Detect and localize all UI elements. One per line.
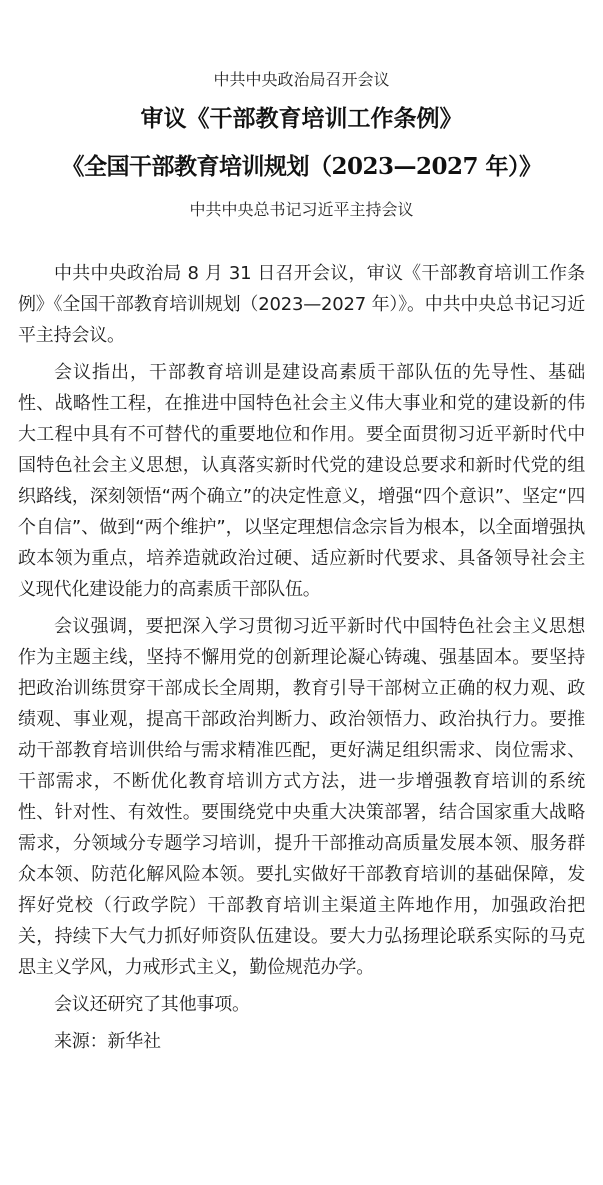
paragraph-other-matters: 会议还研究了其他事项。: [54, 994, 250, 1015]
paragraph-meeting-points: 会议指出，干部教育培训是建设高素质干部队伍的先导性、基础性、战略性工程，在推进中国特色社会主义伟大事业和党的建设新的伟大工程中具有不可替代的重要地位和作用。要全面贯彻习近平新时代中国特色社会主义思想，认真落实新时代党的建设总要求和新时代党的组织路线，深刻领悟“两个确立”的决定性意义，增强“四个意识”、坚定“四个自信”、做到“两个维护”，以坚定理想信念宗旨为根本，以全面增强执政本领为重点，培养造就政治过硬、适应新时代要求、具备领导社会主义现代化建设能力的高素质干部队伍。: [18, 362, 585, 600]
article-headline-line-1: 审议《干部教育培训工作条例》: [140, 105, 463, 132]
paragraph-intro: 中共中央政治局 8 月 31 日召开会议，审议《干部教育培训工作条例》《全国干部教育培训规划（2023—2027 年）》。中共中央总书记习近平主持会议。: [18, 263, 585, 346]
article-body: [18, 258, 585, 1057]
article-headline-line-2: 《全国干部教育培训规划（2023—2027 年）》: [61, 153, 542, 180]
article-kicker: 中共中央政治局召开会议: [213, 70, 390, 89]
paragraph-meeting-emphasis: 会议强调，要把深入学习贯彻习近平新时代中国特色社会主义思想作为主题主线，坚持不懈用党的创新理论凝心铸魂、强基固本。要坚持把政治训练贯穿干部成长全周期，教育引导干部树立正确的权力观、政绩观、事业观，提高干部政治判断力、政治领悟力、政治执行力。要推动干部教育培训供给与需求精准匹配，更好满足组织需求、岗位需求、干部需求，不断优化教育培训方式方法，进一步增强教育培训的系统性、针对性、有效性。要围绕党中央重大决策部署，结合国家重大战略需求，分领域分专题学习培训，提升干部推动高质量发展本领、服务群众本领、防范化解风险本领。要扎实做好干部教育培训的基础保障，发挥好党校（行政学院）干部教育培训主渠道主阵地作用，加强政治把关，持续下大气力抓好师资队伍建设。要大力弘扬理论联系实际的马克思主义学风，力戒形式主义，勤俭规范办学。: [18, 616, 585, 978]
article-source: 来源：新华社: [54, 1031, 161, 1052]
article-subhead: 中共中央总书记习近平主持会议: [189, 200, 414, 219]
